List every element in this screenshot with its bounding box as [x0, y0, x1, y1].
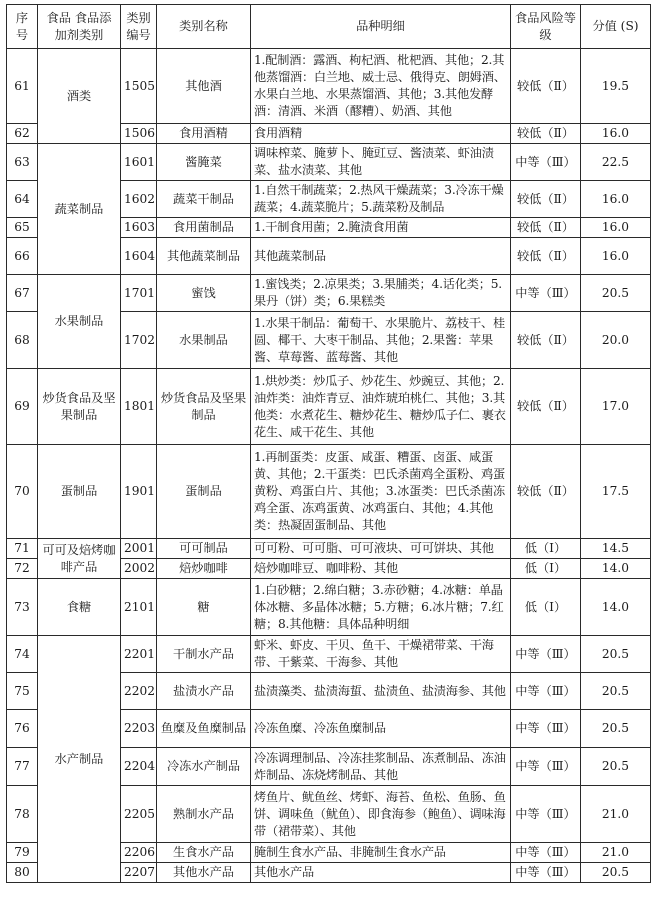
row-score: 22.5	[581, 144, 651, 181]
row-seq: 62	[7, 124, 38, 144]
row-seq: 69	[7, 369, 38, 445]
row-score: 21.0	[581, 843, 651, 863]
row-detail: 腌制生食水产品、非腌制生食水产品	[251, 843, 511, 863]
row-score: 20.5	[581, 863, 651, 883]
row-detail: 冷冻鱼糜、冷冻鱼糜制品	[251, 710, 511, 748]
row-code: 2001	[121, 539, 157, 559]
row-name: 焙炒咖啡	[157, 559, 251, 579]
row-code: 2205	[121, 786, 157, 843]
category-group: 蔬菜制品	[38, 144, 121, 275]
row-seq: 75	[7, 673, 38, 710]
row-code: 2207	[121, 863, 157, 883]
row-name: 蔬菜干制品	[157, 181, 251, 218]
row-risk: 中等（Ⅲ）	[511, 673, 581, 710]
row-seq: 64	[7, 181, 38, 218]
row-score: 20.5	[581, 710, 651, 748]
row-code: 1601	[121, 144, 157, 181]
row-seq: 78	[7, 786, 38, 843]
row-name: 食用菌制品	[157, 218, 251, 238]
row-detail: 冷冻调理制品、冷冻挂浆制品、冻煮制品、冻油炸制品、冻烧烤制品、其他	[251, 748, 511, 786]
header-seq: 序号	[7, 5, 38, 49]
row-code: 2206	[121, 843, 157, 863]
row-code: 1602	[121, 181, 157, 218]
category-group: 酒类	[38, 49, 121, 144]
table-row	[7, 579, 651, 636]
row-code: 1901	[121, 445, 157, 539]
table-row	[7, 369, 651, 445]
row-risk: 较低（Ⅱ）	[511, 369, 581, 445]
row-code: 1701	[121, 275, 157, 312]
table-header-row	[7, 5, 651, 49]
row-seq: 68	[7, 312, 38, 369]
row-name: 蜜饯	[157, 275, 251, 312]
row-detail: 其他蔬菜制品	[251, 238, 511, 275]
row-code: 2203	[121, 710, 157, 748]
row-detail: 1.烘炒类：炒瓜子、炒花生、炒豌豆、其他；2.油炸类：油炸青豆、油炸琥珀桃仁、其他；3.其他类：水煮花生、糖炒花生、糖炒瓜子仁、裹衣花生、咸干花生、其他	[251, 369, 511, 445]
row-risk: 较低（Ⅱ）	[511, 445, 581, 539]
row-risk: 较低（Ⅱ）	[511, 181, 581, 218]
row-score: 20.0	[581, 312, 651, 369]
row-risk: 较低（Ⅱ）	[511, 124, 581, 144]
row-name: 糖	[157, 579, 251, 636]
row-score: 17.5	[581, 445, 651, 539]
row-risk: 较低（Ⅱ）	[511, 238, 581, 275]
row-code: 1801	[121, 369, 157, 445]
row-risk: 较低（Ⅱ）	[511, 218, 581, 238]
row-code: 2202	[121, 673, 157, 710]
header-category: 食品 食品添加剂类别	[38, 5, 121, 49]
row-name: 其他水产品	[157, 863, 251, 883]
row-risk: 较低（Ⅱ）	[511, 312, 581, 369]
row-code: 2002	[121, 559, 157, 579]
row-score: 17.0	[581, 369, 651, 445]
row-score: 14.5	[581, 539, 651, 559]
row-code: 1603	[121, 218, 157, 238]
row-risk: 中等（Ⅲ）	[511, 863, 581, 883]
row-detail: 盐渍藻类、盐渍海蜇、盐渍鱼、盐渍海参、其他	[251, 673, 511, 710]
row-risk: 低（Ⅰ）	[511, 579, 581, 636]
row-detail: 1.白砂糖；2.绵白糖；3.赤砂糖；4.冰糖：单晶体冰糖、多晶体冰糖；5.方糖；6.冰片糖；7.红糖；8.其他糖：具体品种明细	[251, 579, 511, 636]
row-seq: 73	[7, 579, 38, 636]
row-seq: 79	[7, 843, 38, 863]
row-code: 1506	[121, 124, 157, 144]
table-row	[7, 539, 651, 559]
row-seq: 80	[7, 863, 38, 883]
row-score: 20.5	[581, 275, 651, 312]
row-seq: 77	[7, 748, 38, 786]
row-detail: 烤鱼片、鱿鱼丝、烤虾、海苔、鱼松、鱼肠、鱼饼、调味鱼（鱿鱼）、即食海参（鲍鱼）、调味海带（裙带菜）、其他	[251, 786, 511, 843]
header-code: 类别编号	[121, 5, 157, 49]
row-name: 炒货食品及坚果制品	[157, 369, 251, 445]
row-seq: 63	[7, 144, 38, 181]
row-score: 20.5	[581, 748, 651, 786]
row-score: 21.0	[581, 786, 651, 843]
row-risk: 中等（Ⅲ）	[511, 710, 581, 748]
row-score: 14.0	[581, 559, 651, 579]
row-detail: 虾米、虾皮、干贝、鱼干、干燥裙带菜、干海带、干紫菜、干海参、其他	[251, 636, 511, 673]
row-seq: 65	[7, 218, 38, 238]
row-seq: 71	[7, 539, 38, 559]
row-score: 16.0	[581, 124, 651, 144]
row-detail: 其他水产品	[251, 863, 511, 883]
row-risk: 中等（Ⅲ）	[511, 275, 581, 312]
row-detail: 1.水果干制品：葡萄干、水果脆片、荔枝干、桂圆、椰干、大枣干制品、其他；2.果酱：苹果酱、草莓酱、蓝莓酱、其他	[251, 312, 511, 369]
row-code: 1505	[121, 49, 157, 124]
row-score: 16.0	[581, 181, 651, 218]
food-category-table	[6, 4, 651, 883]
row-name: 食用酒精	[157, 124, 251, 144]
row-risk: 低（Ⅰ）	[511, 559, 581, 579]
row-detail: 1.配制酒：露酒、枸杞酒、枇杷酒、其他；2.其他蒸馏酒：白兰地、威士忌、俄得克、朗姆酒、水果白兰地、水果蒸馏酒、其他；3.其他发酵酒：清酒、米酒（醪糟）、奶酒、其他	[251, 49, 511, 124]
table-row	[7, 636, 651, 673]
row-detail: 1.蜜饯类；2.凉果类；3.果脯类；4.话化类；5.果丹（饼）类；6.果糕类	[251, 275, 511, 312]
row-code: 2201	[121, 636, 157, 673]
row-code: 1702	[121, 312, 157, 369]
row-seq: 66	[7, 238, 38, 275]
row-name: 酱腌菜	[157, 144, 251, 181]
row-name: 干制水产品	[157, 636, 251, 673]
row-code: 2204	[121, 748, 157, 786]
row-detail: 1.自然干制蔬菜；2.热风干燥蔬菜；3.冷冻干燥蔬菜；4.蔬菜脆片；5.蔬菜粉及制品	[251, 181, 511, 218]
category-group: 食糖	[38, 579, 121, 636]
row-name: 生食水产品	[157, 843, 251, 863]
table-row	[7, 445, 651, 539]
row-name: 蛋制品	[157, 445, 251, 539]
row-detail: 焙炒咖啡豆、咖啡粉、其他	[251, 559, 511, 579]
category-group: 可可及焙烤咖啡产品	[38, 539, 121, 579]
row-score: 14.0	[581, 579, 651, 636]
row-name: 可可制品	[157, 539, 251, 559]
table-row	[7, 144, 651, 181]
row-risk: 中等（Ⅲ）	[511, 144, 581, 181]
row-name: 其他蔬菜制品	[157, 238, 251, 275]
header-detail: 品种明细	[251, 5, 511, 49]
row-name: 冷冻水产制品	[157, 748, 251, 786]
row-code: 1604	[121, 238, 157, 275]
row-score: 16.0	[581, 218, 651, 238]
row-seq: 74	[7, 636, 38, 673]
row-seq: 70	[7, 445, 38, 539]
row-detail: 食用酒精	[251, 124, 511, 144]
category-group: 蛋制品	[38, 445, 121, 539]
row-name: 盐渍水产品	[157, 673, 251, 710]
row-risk: 中等（Ⅲ）	[511, 748, 581, 786]
header-risk: 食品风险等级	[511, 5, 581, 49]
row-risk: 中等（Ⅲ）	[511, 786, 581, 843]
row-risk: 较低（Ⅱ）	[511, 49, 581, 124]
row-risk: 中等（Ⅲ）	[511, 843, 581, 863]
row-score: 20.5	[581, 636, 651, 673]
row-name: 鱼糜及鱼糜制品	[157, 710, 251, 748]
row-seq: 61	[7, 49, 38, 124]
category-group: 水产制品	[38, 636, 121, 883]
row-name: 水果制品	[157, 312, 251, 369]
row-seq: 76	[7, 710, 38, 748]
row-score: 16.0	[581, 238, 651, 275]
header-score: 分值 (S)	[581, 5, 651, 49]
row-score: 20.5	[581, 673, 651, 710]
row-detail: 可可粉、可可脂、可可液块、可可饼块、其他	[251, 539, 511, 559]
row-detail: 1.再制蛋类：皮蛋、咸蛋、糟蛋、卤蛋、咸蛋黄、其他；2.干蛋类：巴氏杀菌鸡全蛋粉、鸡蛋黄粉、鸡蛋白片、其他；3.冰蛋类：巴氏杀菌冻鸡全蛋、冻鸡蛋黄、冰鸡蛋白、其他；4.其他类：热凝固蛋制品、其他	[251, 445, 511, 539]
header-name: 类别名称	[157, 5, 251, 49]
row-detail: 调味榨菜、腌萝卜、腌豇豆、酱渍菜、虾油渍菜、盐水渍菜、其他	[251, 144, 511, 181]
category-group: 炒货食品及坚果制品	[38, 369, 121, 445]
table-row	[7, 49, 651, 124]
category-group: 水果制品	[38, 275, 121, 369]
row-score: 19.5	[581, 49, 651, 124]
row-name: 其他酒	[157, 49, 251, 124]
row-seq: 67	[7, 275, 38, 312]
row-risk: 低（Ⅰ）	[511, 539, 581, 559]
table-row	[7, 275, 651, 312]
row-risk: 中等（Ⅲ）	[511, 636, 581, 673]
row-name: 熟制水产品	[157, 786, 251, 843]
row-seq: 72	[7, 559, 38, 579]
row-detail: 1.干制食用菌；2.腌渍食用菌	[251, 218, 511, 238]
row-code: 2101	[121, 579, 157, 636]
